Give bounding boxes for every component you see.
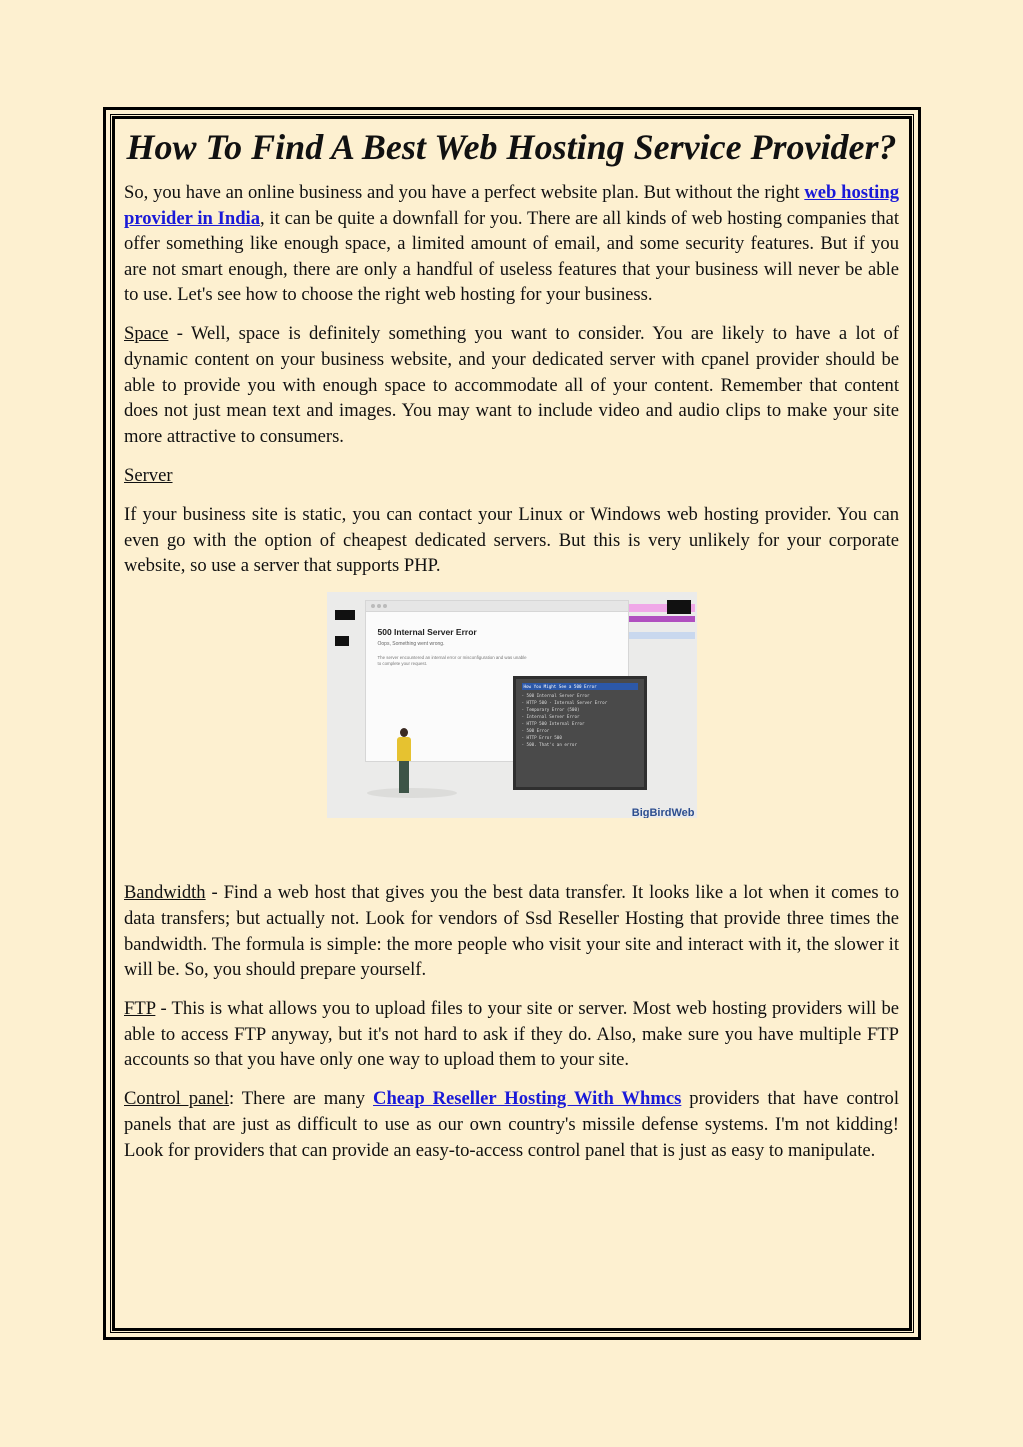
control-panel-text-2: providers that have control panels that are just as difficult to use as our own country's missile defense systems. I'm not kidding! Look for providers that can provide an easy-to-access control panel that is just as easy to manipulate.: [124, 1088, 899, 1161]
cheap-reseller-hosting-link[interactable]: Cheap Reseller Hosting With Whmcs: [373, 1088, 682, 1110]
console-line: - Temporary Error (500): [521, 707, 580, 713]
control-panel-paragraph: [124, 1086, 899, 1163]
intro-paragraph: [124, 180, 899, 308]
window-dot-icon: [371, 604, 375, 608]
space-text: - Well, space is definitely something you want to consider. You are likely to have a lot of dynamic content on your business website, and your dedicated server with cpanel provider should be able to provide you with enough space to accommodate all of your content. Remember that content does not just mean text and images. You may want to include video and audio clips to make your site more attractive to consumers.: [124, 323, 899, 447]
document-content: [124, 124, 899, 1177]
server-error-illustration: [327, 592, 697, 818]
control-panel-heading: Control panel: [124, 1088, 230, 1110]
console-line: - 500 Error: [521, 728, 550, 734]
glitch-bar: [667, 600, 691, 614]
glitch-bar: [335, 610, 355, 620]
intro-text-before: So, you have an online business and you have a perfect website plan. But without the right: [124, 182, 805, 203]
server-heading-paragraph: [124, 463, 899, 489]
control-panel-text-1: : There are many: [229, 1088, 374, 1110]
person-head: [400, 728, 408, 737]
error-title: 500 Internal Server Error: [377, 627, 477, 638]
console-line: - 500. That's an error: [521, 742, 577, 748]
space-heading: Space: [124, 323, 169, 345]
console-line: - HTTP 500 - Internal Server Error: [521, 700, 608, 706]
brand-logo: BigBirdWeb: [631, 807, 695, 819]
space-paragraph: [124, 321, 899, 449]
page-title: How To Find A Best Web Hosting Service Provider?: [126, 127, 897, 167]
ftp-heading: FTP: [124, 998, 156, 1020]
error-body: The server encountered an internal error or misconfiguration and was unable to complete your request.: [377, 655, 527, 666]
person-figure-icon: [397, 737, 411, 761]
browser-title-bar: [366, 601, 628, 612]
bandwidth-heading: Bandwidth: [124, 882, 206, 904]
console-heading: How You Might See a 500 Error: [522, 683, 638, 690]
person-legs: [399, 761, 409, 793]
ftp-text: - This is what allows you to upload files to your site or server. Most web hosting providers will be able to access FTP anyway, but it's not hard to ask if they do. Also, make sure you have multiple FTP accounts so that you have only one way to upload them to your site.: [124, 998, 899, 1071]
window-dot-icon: [377, 604, 381, 608]
error-subtitle: Oops, Something went wrong.: [377, 641, 445, 648]
server-heading: Server: [124, 464, 173, 486]
bandwidth-text: - Find a web host that gives you the best data transfer. It looks like a lot when it comes to data transfers; but actually not. Look for vendors of Ssd Reseller Hosting that provide three times the bandwidth. The formula is simple: the more people who visit your site and interact with it, the slower it will be. So, you should prepare yourself.: [124, 882, 899, 981]
ftp-paragraph: [124, 996, 899, 1073]
console-line: - HTTP 500 Internal Error: [521, 721, 585, 727]
console-line: - 500 Internal Server Error: [521, 693, 590, 699]
window-dot-icon: [383, 604, 387, 608]
glitch-bar: [335, 636, 349, 646]
floor-shadow: [367, 788, 457, 798]
web-hosting-india-link[interactable]: web hosting provider in India: [124, 182, 899, 229]
server-paragraph: If your business site is static, you can contact your Linux or Windows web hosting provider. You can even go with the option of cheapest dedicated servers. But this is very unlikely for your corporate website, so use a server that supports PHP.: [124, 504, 899, 577]
console-line: - Internal Server Error: [521, 714, 580, 720]
bandwidth-paragraph: [124, 880, 899, 982]
console-line: - HTTP Error 500: [521, 735, 562, 741]
error-console: [513, 676, 647, 790]
intro-text-after: , it can be quite a downfall for you. There are all kinds of web hosting companies that offer something like enough space, a limited amount of email, and some security features. But if you are not smart enough, there are only a handful of useless features that your business will never be able to use. Let's see how to choose the right web hosting for your business.: [124, 207, 899, 306]
